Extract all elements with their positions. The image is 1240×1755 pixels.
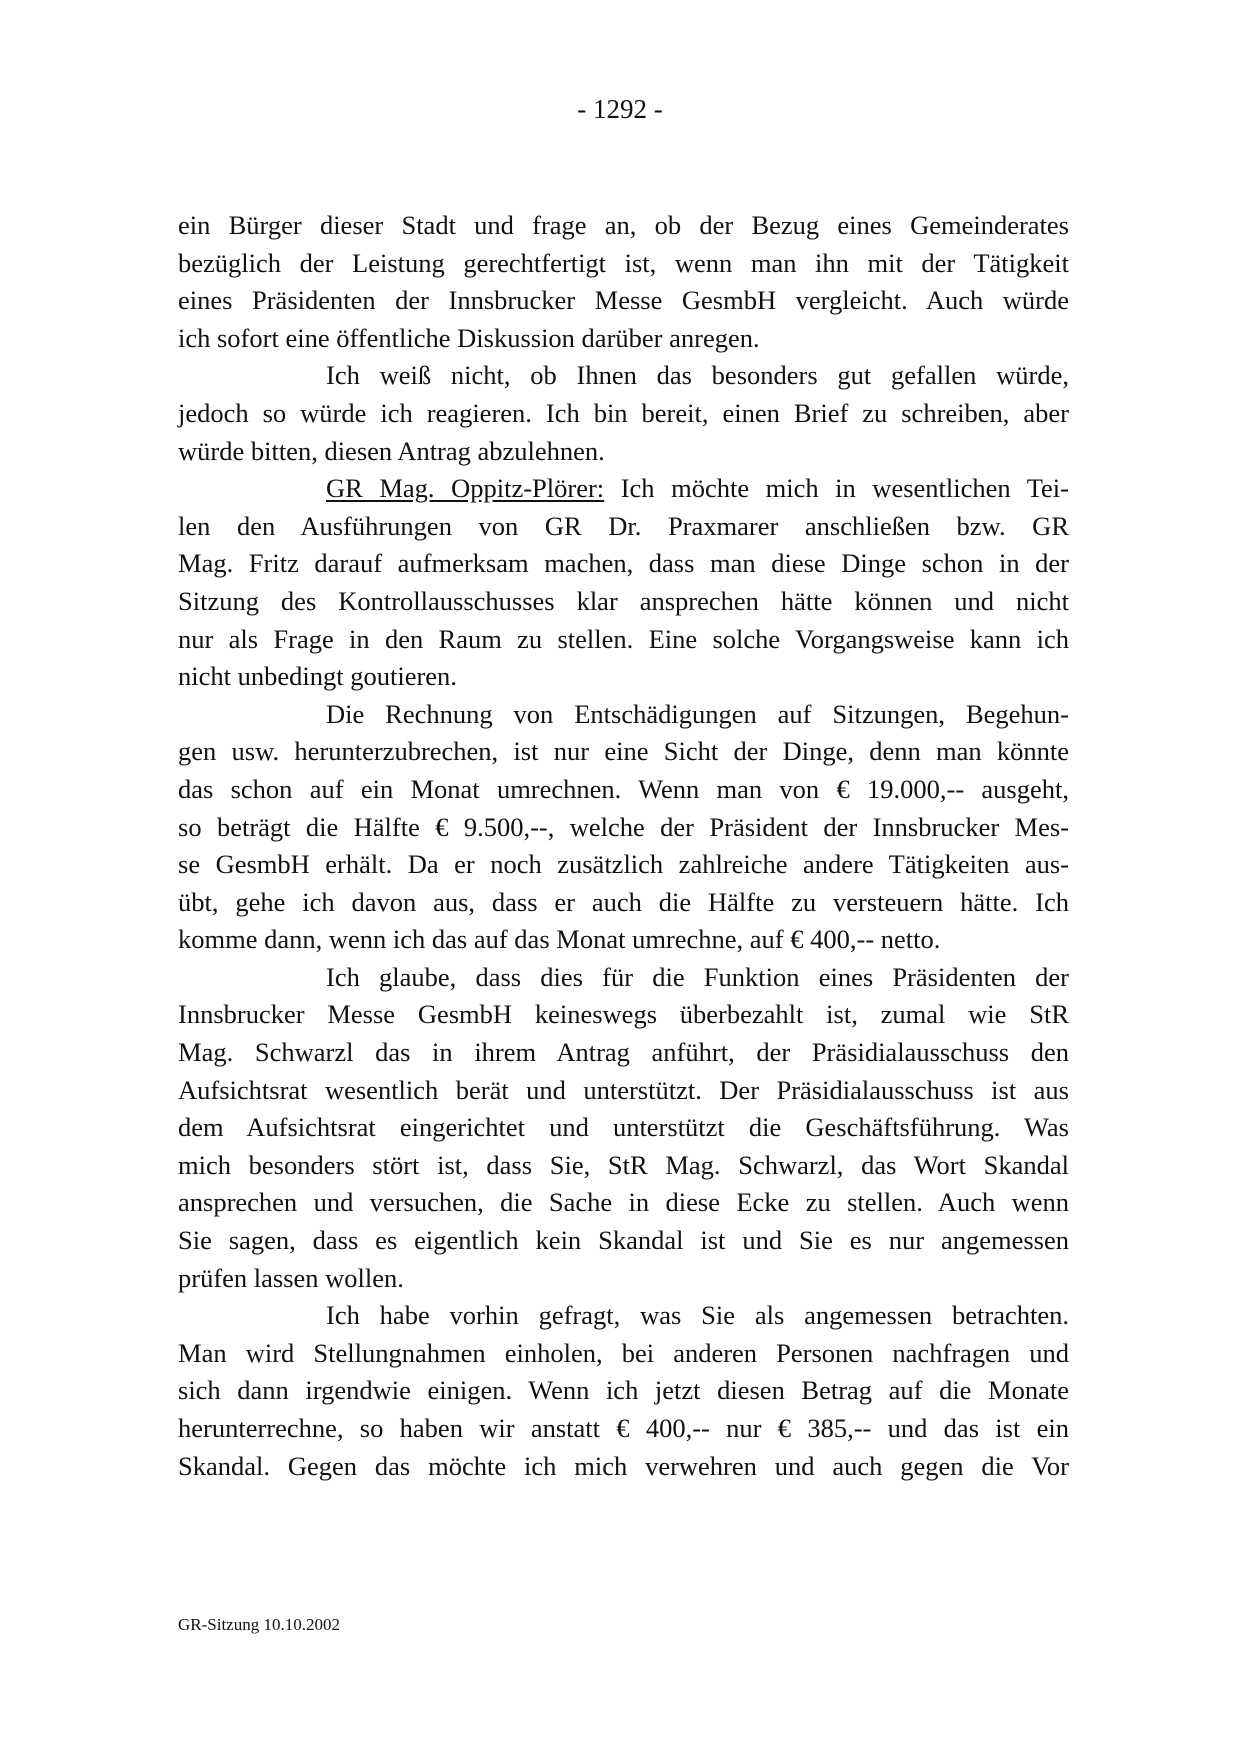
text-line: Aufsichtsrat wesentlich berät und unterstützt. Der Präsidialausschuss ist aus [178, 1074, 1069, 1105]
text-line: das schon auf ein Monat umrechnen. Wenn man von € 19.000,-- ausgeht, [178, 773, 1069, 804]
text-line: prüfen lassen wollen. [178, 1262, 404, 1293]
text-line: Skandal. Gegen das möchte ich mich verwehren und auch gegen die Vor [178, 1450, 1069, 1481]
text-line: nur als Frage in den Raum zu stellen. Eine solche Vorgangsweise kann ich [178, 623, 1069, 654]
text-line: Ich habe vorhin gefragt, was Sie als angemessen betrachten. [326, 1300, 1069, 1331]
text-line: ich sofort eine öffentliche Diskussion darüber anregen. [178, 322, 760, 353]
text-line: herunterrechne, so haben wir anstatt € 400,-- nur € 385,-- und das ist ein [178, 1413, 1069, 1443]
text-line: bezüglich der Leistung gerechtfertigt ist, wenn man ihn mit der Tätigkeit [178, 247, 1069, 278]
text-line: übt, gehe ich davon aus, dass er auch die Hälfte zu versteuern hätte. Ich [178, 886, 1069, 917]
text-line: Mag. Fritz darauf aufmerksam machen, dass man diese Dinge schon in der [178, 548, 1069, 579]
text-line: nicht unbedingt goutieren. [178, 661, 457, 692]
paragraph [178, 696, 1069, 959]
page-footer: GR-Sitzung 10.10.2002 [178, 1615, 340, 1634]
text-line: so beträgt die Hälfte € 9.500,--, welche der Präsident der Innsbrucker Mes- [178, 811, 1069, 842]
text-line: ansprechen und versuchen, die Sache in diese Ecke zu stellen. Auch wenn [178, 1187, 1069, 1218]
text-line [178, 470, 1069, 508]
text-line: Sie sagen, dass es eigentlich kein Skandal ist und Sie es nur angemessen [178, 1225, 1069, 1256]
text-line: Man wird Stellungnahmen einholen, bei anderen Personen nachfragen und [178, 1337, 1069, 1368]
paragraph [178, 1297, 1069, 1485]
page-number: - 1292 - [577, 94, 663, 124]
text-line: se GesmbH erhält. Da er noch zusätzlich zahlreiche andere Tätigkeiten aus- [178, 849, 1069, 880]
paragraph [178, 207, 1069, 357]
text-line: ein Bürger dieser Stadt und frage an, ob der Bezug eines Gemeinderates [178, 210, 1069, 240]
text-line: Die Rechnung von Entschädigungen auf Sitzungen, Begehun- [326, 698, 1069, 729]
text-line: len den Ausführungen von GR Dr. Praxmarer anschließen bzw. GR [178, 510, 1069, 541]
text-line: dem Aufsichtsrat eingerichtet und unterstützt die Geschäftsführung. Was [178, 1112, 1069, 1143]
text-line: Ich weiß nicht, ob Ihnen das besonders gut gefallen würde, [326, 360, 1069, 391]
text-line: würde bitten, diesen Antrag abzulehnen. [178, 435, 605, 466]
text-line: Sitzung des Kontrollausschusses klar ansprechen hätte können und nicht [178, 585, 1069, 616]
paragraph [178, 959, 1069, 1297]
text-line: komme dann, wenn ich das auf das Monat umrechne, auf € 400,-- netto. [178, 924, 941, 955]
text-line: Mag. Schwarzl das in ihrem Antrag anführt, der Präsidialausschuss den [178, 1037, 1069, 1068]
text-line: Innsbrucker Messe GesmbH keineswegs überbezahlt ist, zumal wie StR [178, 999, 1069, 1030]
speaker-text: Ich möchte mich in wesentlichen Tei- [604, 473, 1069, 504]
paragraph [178, 470, 1069, 696]
text-line: mich besonders stört ist, dass Sie, StR Mag. Schwarzl, das Wort Skandal [178, 1149, 1069, 1180]
document-body [178, 207, 1069, 1485]
text-line: jedoch so würde ich reagieren. Ich bin bereit, einen Brief zu schreiben, aber [178, 397, 1069, 428]
paragraph [178, 357, 1069, 470]
text-line: eines Präsidenten der Innsbrucker Messe GesmbH vergleicht. Auch würde [178, 285, 1069, 316]
text-line: gen usw. herunterzubrechen, ist nur eine Sicht der Dinge, denn man könnte [178, 736, 1069, 767]
text-line: sich dann irgendwie einigen. Wenn ich jetzt diesen Betrag auf die Monate [178, 1375, 1069, 1406]
speaker-name: GR Mag. Oppitz-Plörer: [326, 473, 605, 504]
text-line: Ich glaube, dass dies für die Funktion eines Präsidenten der [326, 961, 1069, 992]
